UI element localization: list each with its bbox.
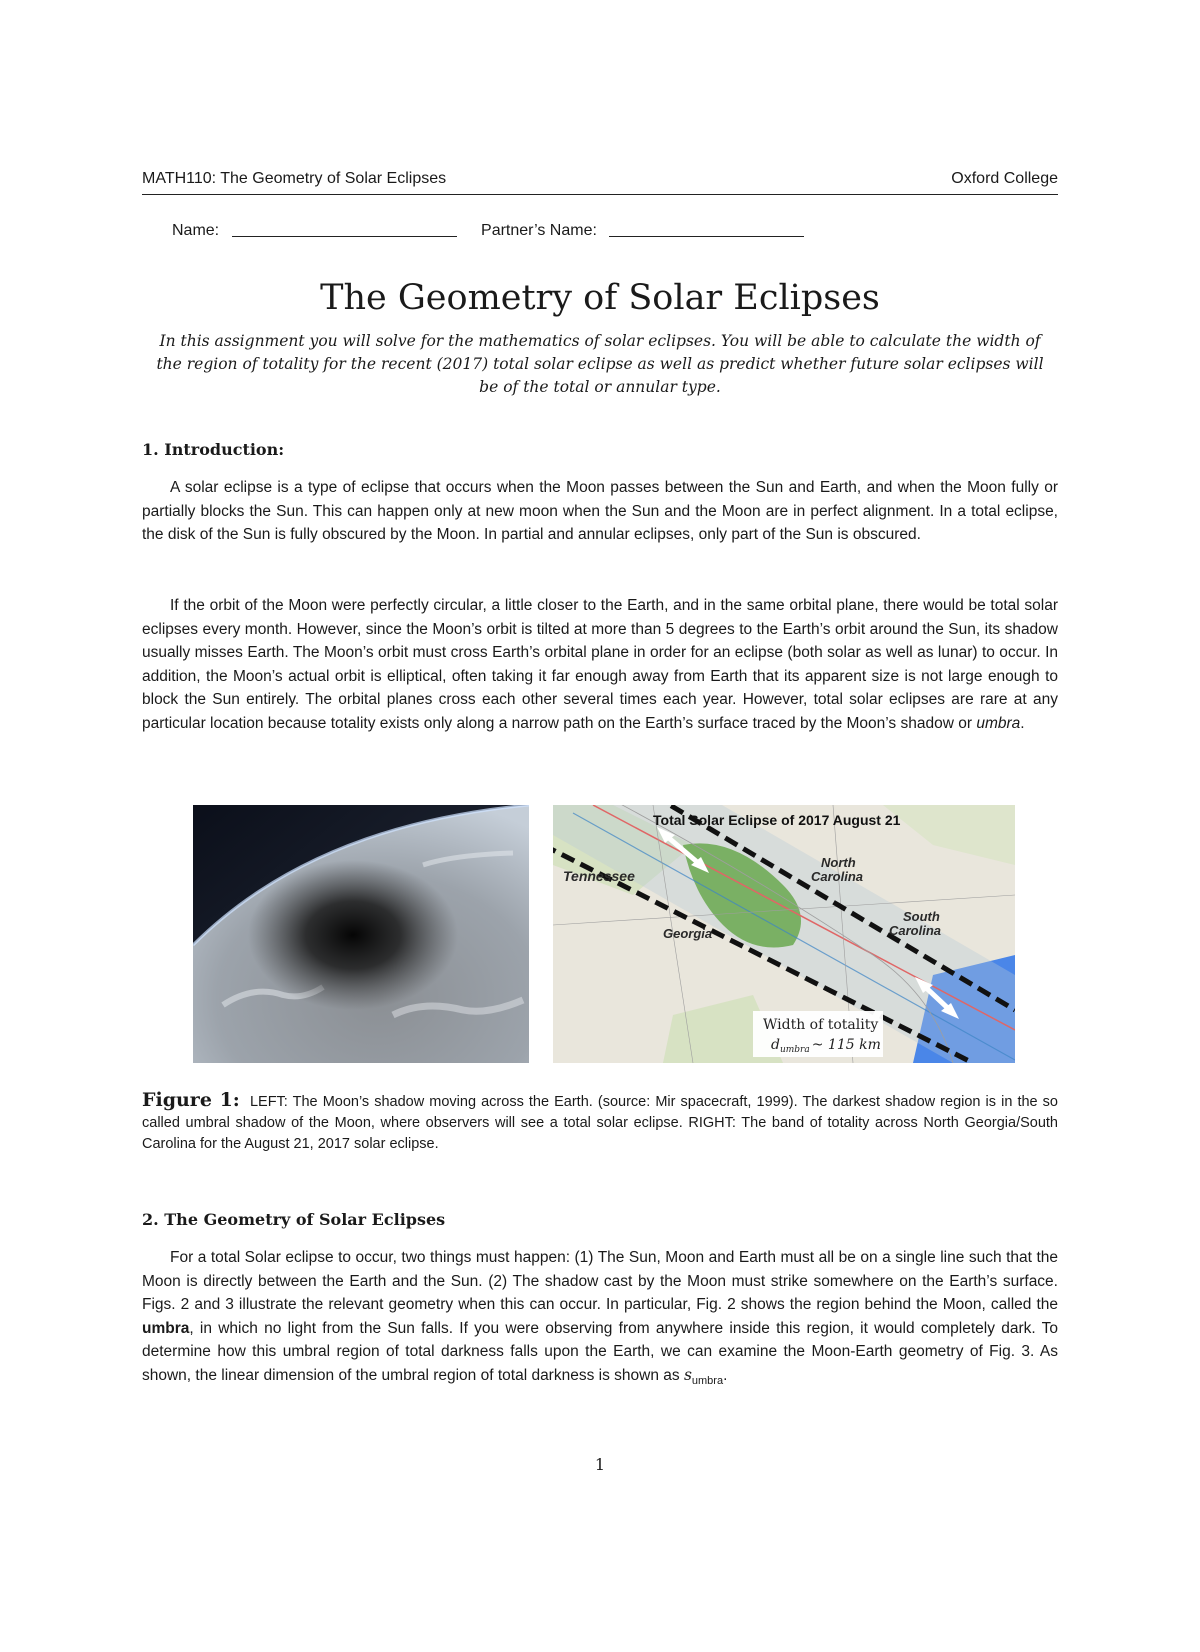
earth-shadow-photo: [193, 805, 529, 1063]
abstract: In this assignment you will solve for the mathematics of solar eclipses. You will be able to calculate the width of the region of totality for the recent (2017) total solar eclipse as well as predict whether future solar eclipses will be of the total or annular type.: [156, 332, 1044, 396]
geometry-paragraph-end: .: [723, 1366, 728, 1384]
partner-name-label: Partner’s Name:: [481, 222, 597, 239]
geometry-paragraph-middle: , in which no light from the Sun falls. If you were observing from anywhere inside this region, it would completely dark. To determine how this umbral region of total darkness falls upon the Earth, we can examine the Moon-Earth geometry of Fig. 3. As shown, the linear dimension of the umbral region of total darkness is shown as: [142, 1319, 1058, 1384]
header-course: MATH110: The Geometry of Solar Eclipses: [142, 170, 447, 187]
name-blank-line[interactable]: [232, 236, 457, 237]
map-title: Total Solar Eclipse of 2017 August 21: [653, 812, 901, 828]
figure-caption-text: LEFT: The Moon’s shadow moving across the Earth. (source: Mir spacecraft, 1999). The darkest shadow region is in the so called umbral shadow of the Moon, where observers will see a total solar eclipse. RIGHT: The band of totality across North Georgia/South Carolina for the August 21, 2017 solar eclipse.: [142, 1094, 1058, 1152]
figure-1-caption: [142, 1090, 1058, 1155]
header-college: Oxford College: [951, 170, 1058, 187]
document-title: The Geometry of Solar Eclipses: [320, 278, 880, 318]
intro-paragraph-2-text: If the orbit of the Moon were perfectly circular, a little closer to the Earth, and in the same orbital plane, there would be total solar eclipses every month. However, since the Moon’s orbit is tilted at more than 5 degrees to the Earth’s orbit around the Sun, its shadow usually misses Earth. The Moon’s orbit must cross Earth’s orbital plane in order for an eclipse (both solar as well as lunar) to occur. In addition, the Moon’s actual orbit is elliptical, often taking it far enough away from Earth that its apparent size is not large enough to block the Sun entirely. The orbital planes cross each other several times each year. However, total solar eclipses are rare at any particular location because totality exists only along a narrow path on the Earth’s surface traced by the Moon’s shadow or: [142, 597, 1058, 732]
intro-paragraph-2: [142, 594, 1058, 735]
state-label-tennessee: Tennessee: [563, 868, 635, 884]
figure-label: Figure 1:: [142, 1089, 240, 1111]
umbra-width-value: $d_{umbra}$ ~ 115 km: [771, 1037, 881, 1055]
running-header: [142, 170, 1058, 195]
s-umbra-subscript: umbra: [691, 1374, 724, 1387]
intro-paragraph-1: A solar eclipse is a type of eclipse that occurs when the Moon passes between the Sun and Earth, and when the Moon fully or partially blocks the Sun. This can happen only at new moon when the Sun and the Moon are in perfect alignment. In a total eclipse, the disk of the Sun is fully obscured by the Moon. In partial and annular eclipses, only part of the Sun is obscured.: [142, 479, 1058, 543]
name-fields: [172, 222, 804, 240]
geometry-paragraph-text: For a total Solar eclipse to occur, two things must happen: (1) The Sun, Moon and Earth must all be on a single line such that the Moon is directly between the Earth and the Sun. (2) The shadow cast by the Moon must strike somewhere on the Earth’s surface. Figs. 2 and 3 illustrate the relevant geometry when this can occur. In particular, Fig. 2 shows the region behind the Moon, called the: [142, 1249, 1058, 1313]
s-umbra-symbol: s: [683, 1365, 692, 1384]
totality-path-map: [553, 805, 1015, 1063]
section-heading-geometry: 2. The Geometry of Solar Eclipses: [142, 1210, 446, 1229]
partner-name-blank-line[interactable]: [609, 236, 804, 237]
page-number: 1: [594, 1455, 606, 1474]
section-heading-introduction: 1. Introduction:: [142, 440, 285, 459]
umbra-emphasis: umbra: [976, 714, 1021, 732]
umbra-bold: umbra: [142, 1319, 190, 1337]
intro-paragraph-2-end: .: [1020, 714, 1025, 732]
state-label-north-carolina: North Carolina: [811, 855, 864, 884]
geometry-paragraph-1: [142, 1246, 1058, 1393]
width-of-totality-label: Width of totality: [763, 1017, 879, 1033]
state-label-south-carolina: South Carolina: [889, 909, 942, 938]
name-label: Name:: [172, 222, 220, 239]
state-label-georgia: Georgia: [663, 926, 713, 941]
